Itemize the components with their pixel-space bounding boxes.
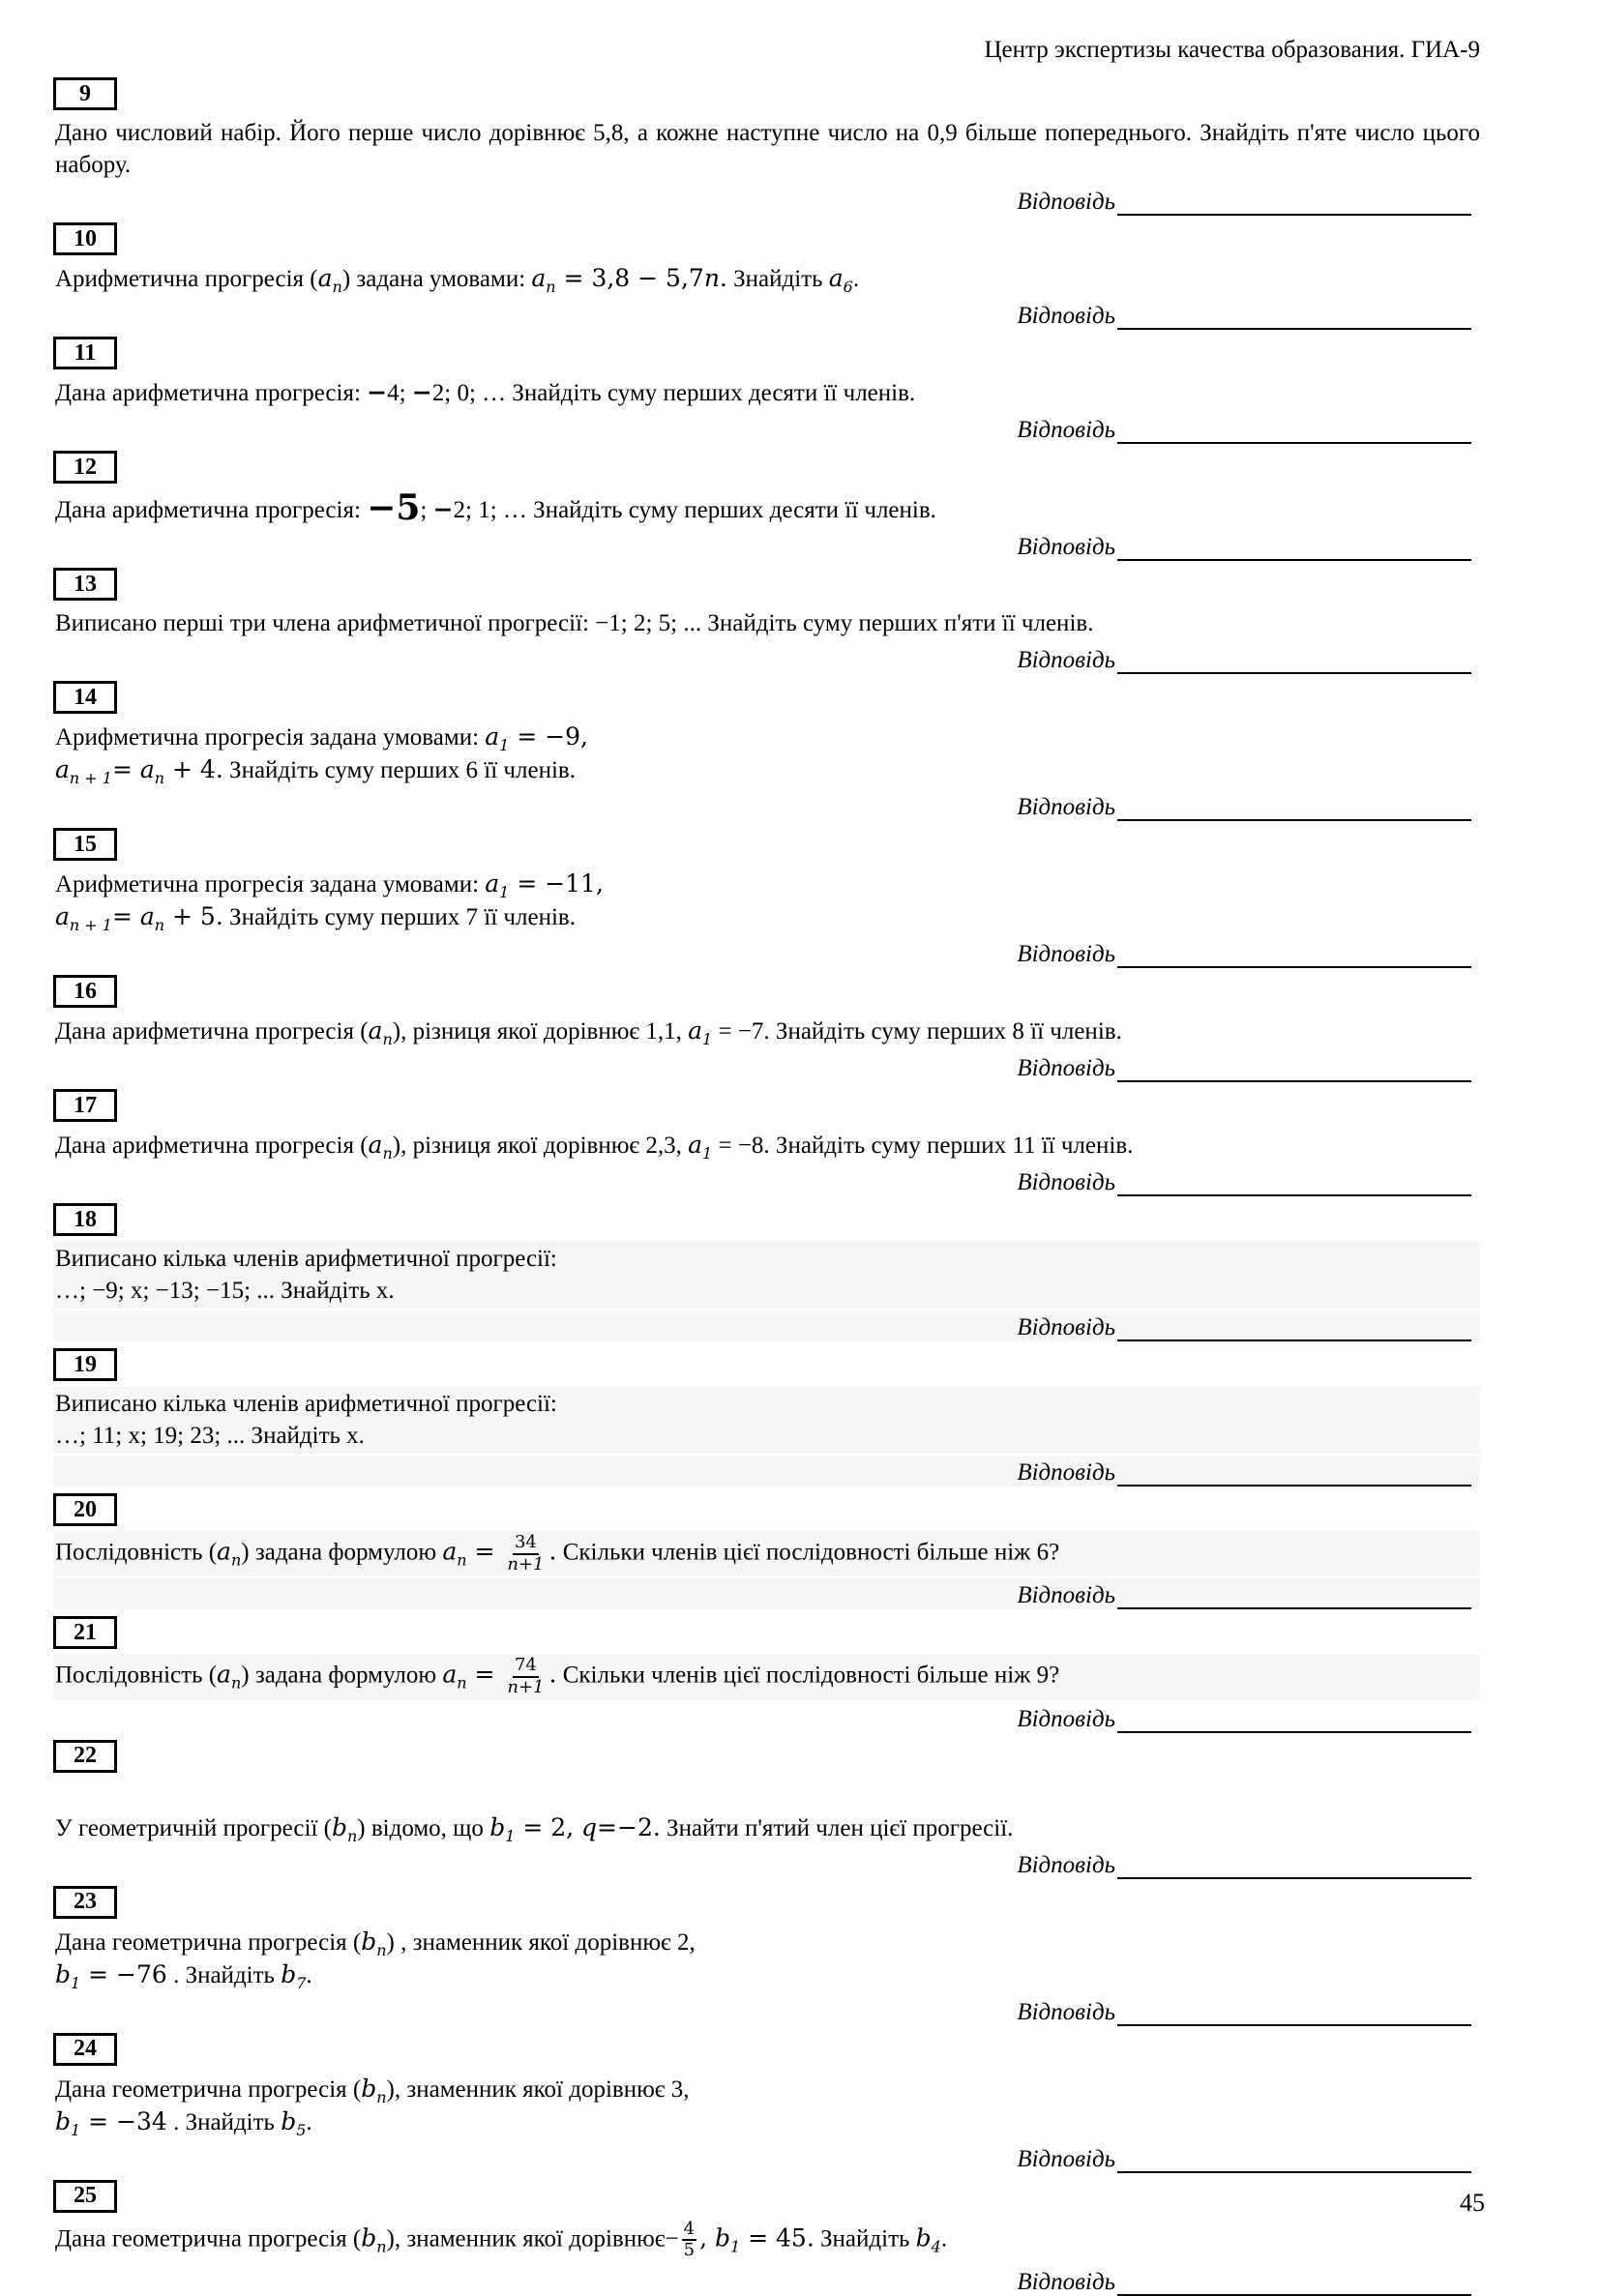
- problem-content: [53, 1386, 1480, 1487]
- text-line: [55, 117, 1480, 181]
- answer-blank: [1117, 2169, 1471, 2173]
- math-variable: a: [442, 1537, 458, 1566]
- problem-number: 22: [74, 1743, 97, 1769]
- problem-content: [53, 115, 1480, 216]
- text-run: .: [940, 2225, 948, 2252]
- problem-text: [53, 605, 1480, 641]
- problem-content: [53, 488, 1480, 561]
- problem: [53, 975, 1480, 1082]
- problem-text: [53, 115, 1480, 183]
- problem: [53, 1886, 1480, 2026]
- problem: [53, 2180, 1480, 2296]
- fraction-numerator: 4: [682, 2220, 696, 2242]
- problem-content: [53, 260, 1480, 330]
- text-run: Скільки членів цієї послідовності більше ніж 9?: [556, 1662, 1060, 1689]
- answer-blank: [1117, 1192, 1471, 1196]
- answer-blank: [1117, 817, 1471, 821]
- math-subscript: 5: [296, 2120, 307, 2139]
- answer-row: [53, 1702, 1480, 1733]
- answer-row: [53, 185, 1480, 216]
- problem: [53, 337, 1480, 444]
- fraction-numerator: 74: [513, 1656, 539, 1678]
- math-subscript: n: [154, 916, 165, 934]
- text-line: [55, 607, 1480, 639]
- math-variable: a: [217, 1537, 231, 1566]
- math-subscript: n: [230, 1550, 242, 1570]
- problem: [53, 1740, 1480, 1879]
- text-run: Послідовність (: [55, 1662, 218, 1689]
- problem-content: [53, 374, 1480, 444]
- math-subscript: n: [382, 1030, 393, 1048]
- text-run: 4;: [387, 380, 412, 406]
- problem-number: 25: [74, 2183, 97, 2209]
- math-subscript: n: [457, 1550, 467, 1570]
- answer-label: Відповідь: [1017, 1459, 1115, 1486]
- math-variable: b: [714, 2223, 730, 2252]
- text-run: Послідовність (: [55, 1539, 218, 1566]
- problem-text: [53, 1654, 1480, 1699]
- answer-label: Відповідь: [1017, 941, 1115, 967]
- math-run: + 5.: [164, 902, 223, 930]
- text-run: …; 11; x; 19; 23; ... Знайдіть x.: [55, 1423, 365, 1449]
- text-line: [55, 753, 1480, 786]
- answer-label: Відповідь: [1017, 189, 1115, 215]
- answer-blank: [1117, 440, 1471, 444]
- text-run: Виписано кілька членів арифметичної прогресії:: [55, 1246, 557, 1272]
- problem: [53, 222, 1480, 330]
- problem-content: [53, 1810, 1480, 1879]
- fraction-denominator: 5: [683, 2240, 696, 2261]
- fraction: [682, 2220, 696, 2261]
- problem-number: 20: [74, 1496, 97, 1522]
- problem-number: 12: [74, 454, 97, 480]
- text-line: [55, 1275, 1480, 1307]
- fraction-denominator: n+1: [507, 1677, 545, 1698]
- math-variable: a: [139, 902, 155, 930]
- text-run: ) відомо, що: [357, 1814, 490, 1841]
- math-variable: a: [688, 1131, 703, 1159]
- answer-row: [53, 937, 1480, 968]
- answer-blank: [1117, 1875, 1471, 1879]
- math-subscript: n: [154, 769, 165, 787]
- answer-row: [53, 299, 1480, 330]
- answer-row: [53, 1310, 1480, 1341]
- text-run: …; −9; x; −13; −15; ... Знайдіть x.: [55, 1278, 395, 1304]
- problem: [53, 2033, 1480, 2173]
- bold-minus: −: [411, 378, 432, 406]
- problem: [53, 1616, 1480, 1732]
- problem-number-box: [53, 1886, 117, 1919]
- problem-text: [53, 1810, 1480, 1846]
- math-variable: b: [331, 1812, 347, 1841]
- math-run: = 45.: [740, 2223, 815, 2252]
- text-run: Дана арифметична прогресія:: [55, 380, 368, 406]
- math-subscript: n: [230, 1673, 242, 1693]
- text-run: ) задана формулою: [241, 1539, 443, 1566]
- math-variable: a: [317, 264, 333, 292]
- problem-number-box: [53, 681, 117, 714]
- math-subscript: n: [376, 1940, 387, 1959]
- answer-blank: [1117, 1605, 1471, 1609]
- text-line: [55, 2073, 1480, 2105]
- math-variable: a: [368, 1131, 383, 1159]
- text-line: [55, 1015, 1480, 1047]
- math-subscript: n + 1: [69, 769, 112, 787]
- text-run: .: [306, 1961, 312, 1988]
- answer-blank: [1117, 2292, 1471, 2296]
- text-run: Скільки членів цієї послідовності більше ніж 6?: [556, 1539, 1060, 1566]
- problem: [53, 1348, 1480, 1487]
- math-variable: a: [828, 264, 844, 292]
- math-variable: b: [361, 2223, 377, 2252]
- math-variable: b: [361, 1927, 377, 1956]
- fraction: [505, 1656, 546, 1697]
- text-run: Знайдіть суму перших 7 її членів.: [222, 904, 576, 930]
- math-variable: a: [531, 264, 547, 292]
- math-subscript: 4: [931, 2237, 941, 2256]
- problem-content: [53, 605, 1480, 674]
- math-variable: b: [55, 2106, 72, 2135]
- text-run: Дана арифметична прогресія (: [55, 1018, 369, 1045]
- math-subscript: n + 1: [69, 916, 112, 934]
- math-subscript: 1: [71, 2120, 81, 2139]
- fraction-numerator: 34: [513, 1533, 539, 1555]
- math-run: ,: [699, 2223, 715, 2252]
- answer-label: Відповідь: [1017, 1314, 1115, 1340]
- answer-label: Відповідь: [1017, 1055, 1115, 1081]
- problem-content: [53, 866, 1480, 968]
- answer-blank: [1117, 212, 1471, 216]
- text-run: ), знаменник якої дорівнює 3,: [386, 2075, 690, 2103]
- math-run: =: [466, 1537, 503, 1566]
- text-run: ) задана умовами:: [341, 266, 532, 292]
- math-variable: n: [703, 264, 720, 292]
- answer-row: [53, 643, 1480, 674]
- math-variable: b: [281, 2106, 297, 2135]
- text-run: . Знайдіть: [166, 1961, 281, 1988]
- answer-blank: [1117, 670, 1471, 674]
- problem-content: [53, 1924, 1480, 2026]
- problem-number-box: [53, 1089, 117, 1122]
- math-subscript: n: [376, 2237, 387, 2256]
- problem-number-box: [53, 1616, 117, 1649]
- text-run: Знайти п'ятий член цієї прогресії.: [660, 1814, 1014, 1841]
- text-run: Арифметична прогресія задана умовами:: [55, 724, 486, 751]
- text-run: .: [306, 2108, 312, 2135]
- problem-number: 15: [74, 831, 97, 857]
- problem-text: [53, 1013, 1480, 1049]
- header-title: Центр экспертизы качества образования. ГИА-9: [984, 37, 1480, 63]
- problem-number-box: [53, 2180, 117, 2213]
- problem-number-box: [53, 568, 117, 601]
- problem-number: 23: [74, 1889, 97, 1915]
- problem-content: [53, 1654, 1480, 1732]
- math-variable: a: [217, 1660, 231, 1689]
- text-line: [55, 376, 1480, 409]
- problem-number: 24: [74, 2036, 97, 2062]
- answer-blank: [1117, 326, 1471, 330]
- math-variable: a: [139, 755, 155, 783]
- answer-row: [53, 790, 1480, 821]
- text-run: Дана геометрична прогресія (: [55, 2075, 362, 2103]
- problem-number: 19: [74, 1351, 97, 1377]
- problem-number: 13: [74, 571, 97, 597]
- text-run: Знайдіть: [814, 2225, 916, 2252]
- answer-row: [53, 413, 1480, 444]
- math-subscript: n: [546, 278, 556, 296]
- fraction-denominator: n+1: [507, 1553, 545, 1575]
- text-run: = −7. Знайдіть суму перших 8 її членів.: [712, 1018, 1122, 1045]
- math-run: .: [548, 1660, 557, 1689]
- answer-blank: [1117, 964, 1471, 968]
- text-line: [55, 2220, 1480, 2261]
- answer-row: [53, 1578, 1480, 1609]
- math-variable: a: [485, 722, 500, 751]
- page-number: 45: [1460, 2189, 1485, 2217]
- math-variable: b: [361, 2074, 377, 2103]
- math-run: =−2.: [597, 1812, 661, 1841]
- text-run: Дано числовий набір. Його перше число дорівнює 5,8, а кожне наступне число на 0,9 більше попереднього. Знайдіть п'яте число цього набору.: [55, 120, 1480, 178]
- text-line: [55, 1958, 1480, 1991]
- problem-number-box: [53, 451, 117, 484]
- text-run: Дана геометрична прогресія (: [55, 2225, 362, 2252]
- text-line: [55, 1420, 1480, 1452]
- problem-text: [53, 866, 1480, 935]
- problem-number-box: [53, 1203, 117, 1236]
- answer-row: [53, 1165, 1480, 1196]
- answer-blank: [1117, 1078, 1471, 1082]
- answer-row: [53, 1456, 1480, 1487]
- math-run: = −11,: [509, 869, 604, 898]
- problem-number: 21: [74, 1619, 97, 1645]
- text-run: . Знайдіть: [166, 2108, 281, 2135]
- text-run: ), знаменник якої дорівнює−: [386, 2225, 679, 2252]
- math-subscript: 7: [296, 1973, 307, 1992]
- math-variable: q: [581, 1812, 598, 1841]
- answer-label: Відповідь: [1017, 2269, 1115, 2296]
- problem-number: 9: [79, 80, 91, 106]
- answer-label: Відповідь: [1017, 794, 1115, 820]
- text-run: Дана геометрична прогресія (: [55, 1928, 362, 1956]
- math-variable: a: [55, 902, 70, 930]
- math-subscript: n: [346, 1826, 358, 1845]
- math-subscript: 1: [499, 883, 510, 901]
- text-line: [55, 868, 1480, 900]
- answer-label: Відповідь: [1017, 2145, 1115, 2172]
- problem-number-box: [53, 77, 117, 110]
- math-variable: a: [485, 869, 500, 898]
- problem-number-box: [53, 1740, 117, 1773]
- problem-content: [53, 1531, 1480, 1609]
- math-subscript: n: [457, 1673, 467, 1693]
- math-subscript: 1: [71, 1973, 81, 1992]
- math-subscript: 1: [499, 736, 510, 754]
- problem-number-box: [53, 1348, 117, 1381]
- text-run: Виписано кілька членів арифметичної прогресії:: [55, 1391, 557, 1417]
- problem-text: [53, 260, 1480, 297]
- answer-blank: [1117, 1729, 1471, 1733]
- math-subscript: 1: [505, 1826, 516, 1845]
- problem-number: 10: [74, 225, 97, 251]
- math-variable: b: [281, 1959, 297, 1988]
- text-line: [55, 262, 1480, 295]
- problem-text: [53, 1241, 1480, 1309]
- math-subscript: n: [332, 278, 342, 296]
- answer-label: Відповідь: [1017, 303, 1115, 329]
- text-run: Дана арифметична прогресія:: [55, 497, 368, 523]
- math-subscript: 1: [702, 1030, 713, 1048]
- answer-label: Відповідь: [1017, 1851, 1115, 1878]
- math-run: = 3,8 − 5,7: [555, 264, 704, 292]
- math-variable: b: [489, 1812, 506, 1841]
- text-line: [55, 721, 1480, 753]
- math-run: = −76: [80, 1959, 167, 1988]
- math-run: =: [466, 1660, 503, 1689]
- math-run: + 4.: [164, 755, 223, 783]
- problem-text: [53, 374, 1480, 411]
- text-line: [55, 1656, 1480, 1697]
- answer-blank: [1117, 1338, 1471, 1341]
- problem: [53, 1493, 1480, 1609]
- answer-row: [53, 2142, 1480, 2173]
- problems-list: [53, 77, 1480, 2296]
- problem-text: [53, 2071, 1480, 2140]
- answer-blank: [1117, 2022, 1471, 2026]
- problem-text: [53, 1531, 1480, 1576]
- text-run: = −8. Знайдіть суму перших 11 її членів.: [712, 1133, 1134, 1159]
- text-run: Арифметична прогресія задана умовами:: [55, 871, 486, 898]
- math-variable: b: [915, 2223, 932, 2252]
- math-variable: a: [442, 1660, 458, 1689]
- math-run: = 2,: [515, 1812, 582, 1841]
- math-variable: a: [688, 1016, 703, 1045]
- problem: [53, 451, 1480, 561]
- problem-text: [53, 2218, 1480, 2263]
- answer-row: [53, 2265, 1480, 2296]
- problem-content: [53, 1127, 1480, 1196]
- math-subscript: n: [376, 2087, 387, 2106]
- answer-row: [53, 530, 1480, 561]
- text-line: [55, 900, 1480, 933]
- problem-number: 17: [74, 1092, 97, 1118]
- text-run: Дана арифметична прогресія (: [55, 1133, 369, 1159]
- answer-blank: [1117, 1483, 1471, 1487]
- math-subscript: 1: [702, 1144, 713, 1163]
- text-run: .: [852, 266, 860, 292]
- answer-label: Відповідь: [1017, 1582, 1115, 1609]
- math-run: = −9,: [509, 722, 588, 751]
- text-line: [55, 1129, 1480, 1162]
- problem-content: [53, 1241, 1480, 1341]
- math-subscript: 6: [843, 278, 853, 296]
- bold-minus: −: [432, 495, 454, 523]
- problem-text: [53, 1127, 1480, 1163]
- problem-number: 18: [74, 1206, 97, 1232]
- text-run: У геометричній прогресії (: [55, 1814, 332, 1841]
- text-run: ;: [420, 497, 433, 523]
- text-run: ) задана формулою: [241, 1662, 443, 1689]
- text-line: [55, 2105, 1480, 2138]
- problem: [53, 828, 1480, 968]
- problem: [53, 1203, 1480, 1341]
- text-run: ), різниця якої дорівнює 1,1,: [392, 1018, 689, 1045]
- math-variable: b: [55, 1959, 72, 1988]
- text-line: [55, 1926, 1480, 1958]
- problem: [53, 1089, 1480, 1196]
- problem-number-box: [53, 975, 117, 1008]
- answer-label: Відповідь: [1017, 1705, 1115, 1732]
- math-run: = −34: [80, 2106, 167, 2135]
- text-run: ), різниця якої дорівнює 2,3,: [392, 1133, 689, 1159]
- problem-content: [53, 719, 1480, 821]
- answer-label: Відповідь: [1017, 1169, 1115, 1195]
- problem-number: 14: [74, 684, 97, 710]
- text-run: 2; 0; … Знайдіть суму перших десяти її членів.: [431, 380, 916, 406]
- math-variable: a: [368, 1016, 383, 1045]
- text-line: [55, 1388, 1480, 1420]
- math-run: .: [548, 1537, 557, 1566]
- problem-number-box: [53, 828, 117, 861]
- answer-label: Відповідь: [1017, 1998, 1115, 2025]
- fraction: [505, 1533, 546, 1575]
- text-line: [55, 1811, 1480, 1844]
- problem-number: 16: [74, 978, 97, 1004]
- problem-number-box: [53, 337, 117, 369]
- text-run: Арифметична прогресія (: [55, 266, 318, 292]
- text-run: ) , знаменник якої дорівнює 2,: [386, 1928, 696, 1956]
- answer-label: Відповідь: [1017, 417, 1115, 443]
- problem-number-box: [53, 222, 117, 255]
- problem-content: [53, 2071, 1480, 2173]
- bold-minus: −: [367, 378, 388, 406]
- problem-text: [53, 488, 1480, 528]
- math-run: =: [111, 755, 140, 783]
- problem: [53, 77, 1480, 216]
- text-run: Знайдіть: [726, 266, 829, 292]
- answer-label: Відповідь: [1017, 534, 1115, 560]
- answer-row: [53, 1848, 1480, 1879]
- text-line: [55, 1243, 1480, 1275]
- math-run: =: [111, 902, 140, 930]
- math-variable: a: [55, 755, 70, 783]
- text-run: 2; 1; … Знайдіть суму перших десяти її членів.: [453, 497, 936, 523]
- math-subscript: n: [382, 1144, 393, 1163]
- problem-content: [53, 2218, 1480, 2296]
- answer-row: [53, 1995, 1480, 2026]
- problem-content: [53, 1013, 1480, 1082]
- answer-blank: [1117, 557, 1471, 561]
- math-subscript: 1: [729, 2237, 741, 2256]
- text-line: [55, 487, 1480, 528]
- problem-number-box: [53, 1493, 117, 1526]
- problem-text: [53, 719, 1480, 788]
- problem: [53, 568, 1480, 674]
- text-run: Виписано перші три члена арифметичної прогресії: −1; 2; 5; ... Знайдіть суму перших п'яти її членів.: [55, 610, 1094, 636]
- answer-label: Відповідь: [1017, 647, 1115, 673]
- problem-number: 11: [74, 339, 97, 366]
- problem-text: [53, 1386, 1480, 1454]
- answer-row: [53, 1051, 1480, 1082]
- text-line: [55, 1533, 1480, 1575]
- math-run: .: [719, 264, 727, 292]
- large-number: −5: [367, 487, 421, 528]
- problem: [53, 681, 1480, 821]
- problem-text: [53, 1924, 1480, 1993]
- text-run: Знайдіть суму перших 6 її членів.: [222, 757, 576, 783]
- problem-number-box: [53, 2033, 117, 2066]
